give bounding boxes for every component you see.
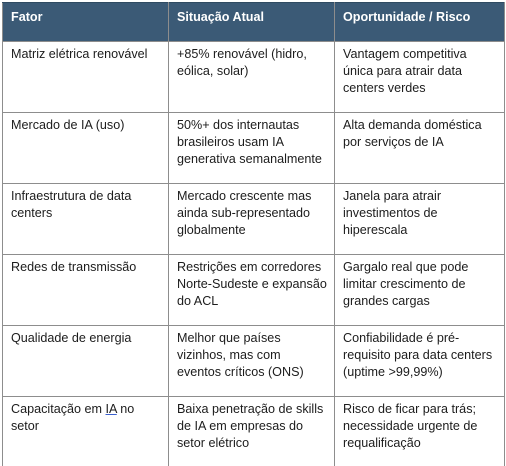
header-row	[3, 3, 505, 42]
table-row	[3, 184, 505, 255]
cell-fator: Redes de transmissão	[3, 255, 169, 326]
cell-fator: Qualidade de energia	[3, 326, 169, 397]
header-situacao-atual: Situação Atual	[169, 3, 335, 42]
factors-table	[2, 2, 505, 466]
cell-situacao: Mercado crescente mas ainda sub-representado globalmente	[169, 184, 335, 255]
cell-oportunidade: Gargalo real que pode limitar crescimento de grandes cargas	[335, 255, 505, 326]
cell-oportunidade: Confiabilidade é pré-requisito para data centers (uptime >99,99%)	[335, 326, 505, 397]
table-row	[3, 42, 505, 113]
cell-fator: Infraestrutura de data centers	[3, 184, 169, 255]
cell-fator-prefix: Capacitação em	[11, 402, 106, 416]
cell-fator-ia: IA	[105, 402, 117, 416]
cell-situacao: 50%+ dos internautas brasileiros usam IA generativa semanalmente	[169, 113, 335, 184]
table-row	[3, 326, 505, 397]
cell-situacao: Restrições em corredores Norte-Sudeste e expansão do ACL	[169, 255, 335, 326]
table-row	[3, 397, 505, 466]
cell-situacao: +85% renovável (hidro, eólica, solar)	[169, 42, 335, 113]
table-body	[3, 42, 505, 466]
cell-oportunidade: Risco de ficar para trás; necessidade urgente de requalificação	[335, 397, 505, 466]
cell-fator: Matriz elétrica renovável	[3, 42, 169, 113]
cell-situacao: Baixa penetração de skills de IA em empresas do setor elétrico	[169, 397, 335, 466]
cell-oportunidade: Vantagem competitiva única para atrair data centers verdes	[335, 42, 505, 113]
table-row	[3, 255, 505, 326]
cell-fator-suffix: no setor	[11, 402, 135, 433]
cell-oportunidade: Alta demanda doméstica por serviços de IA	[335, 113, 505, 184]
cell-fator: Mercado de IA (uso)	[3, 113, 169, 184]
cell-situacao: Melhor que países vizinhos, mas com eventos críticos (ONS)	[169, 326, 335, 397]
table-header	[3, 3, 505, 42]
cell-fator	[3, 397, 169, 466]
cell-oportunidade: Janela para atrair investimentos de hiperescala	[335, 184, 505, 255]
header-oportunidade-risco: Oportunidade / Risco	[335, 3, 505, 42]
header-fator: Fator	[3, 3, 169, 42]
table-row	[3, 113, 505, 184]
